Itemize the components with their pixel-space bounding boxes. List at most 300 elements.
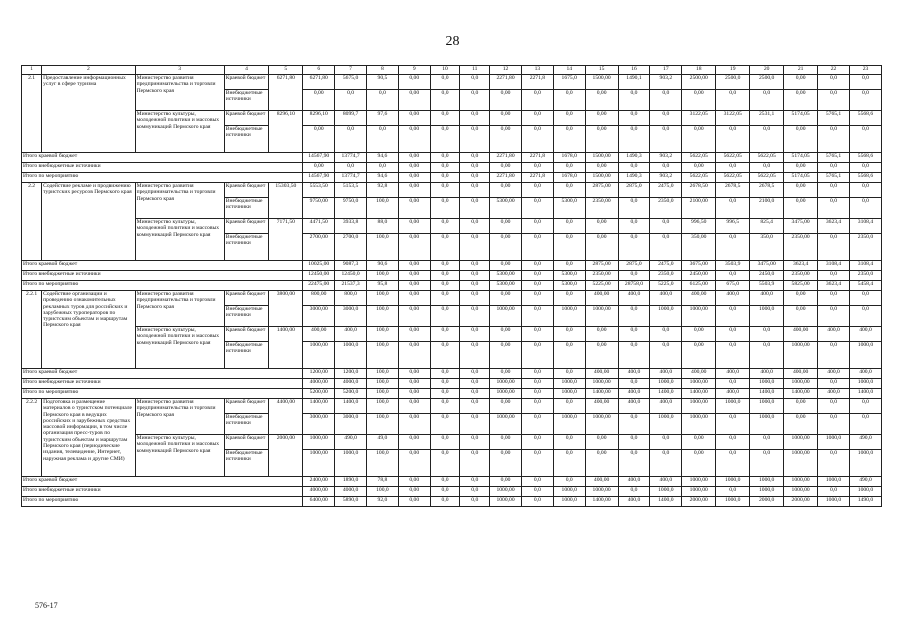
value-cell: 100,0 [367,198,399,219]
value-cell: 0,0 [460,291,490,306]
value-cell: 0,0 [818,291,850,306]
responsible-org: Министерство развития предпринимательства и торговли Пермского края [135,399,224,435]
value-cell: 1000,00 [490,306,522,327]
value-cell: 2678,5 [750,183,784,198]
value-cell: 2271,80 [490,75,522,90]
summary-value: 10025,00 [303,261,335,271]
summary-value: 100,0 [367,271,399,281]
summary-value: 0,0 [849,163,881,173]
value-cell: 0,0 [430,75,460,90]
summary-value: 5765,1 [818,153,850,163]
value-cell: 2700,00 [303,234,335,261]
value-cell: 0,0 [521,90,553,111]
value-cell: 0,00 [585,111,618,126]
summary-value: 1000,00 [682,379,716,389]
value-cell: 0,0 [521,450,553,477]
value-cell: 0,0 [618,327,650,342]
value-cell: 2500,00 [682,75,716,90]
summary-value: 5458,4 [849,281,881,291]
org-total: 7171,50 [269,219,303,261]
value-cell: 0,0 [430,234,460,261]
summary-value: 2450,0 [750,271,784,281]
value-cell: 9750,0 [335,198,367,219]
value-cell: 350,0 [750,234,784,261]
summary-row [22,379,882,389]
value-cell: 0,00 [490,435,522,450]
value-cell: 0,0 [618,111,650,126]
value-cell: 400,0 [618,399,650,414]
summary-value: 5890,0 [335,497,367,507]
value-cell: 0,0 [521,414,553,435]
summary-value: 5300,00 [490,281,522,291]
summary-value: 0,0 [460,281,490,291]
summary-value: 0,00 [398,369,430,379]
summary-value: 1500,00 [585,173,618,183]
summary-value: 0,0 [430,173,460,183]
value-cell: 2350,00 [585,198,618,219]
summary-value: 2271,8 [521,153,553,163]
value-cell: 0,00 [303,126,335,153]
summary-value: 1500,00 [585,153,618,163]
value-cell: 0,0 [849,126,881,153]
summary-value: 0,0 [335,163,367,173]
value-cell: 97,6 [367,111,399,126]
value-cell: 0,00 [585,435,618,450]
funding-source: Внебюджетные источники [224,198,269,219]
budget-table-wrapper [21,65,882,588]
value-cell: 0,0 [849,90,881,111]
value-cell: 1400,0 [335,399,367,414]
value-cell: 0,00 [682,327,716,342]
responsible-org: Министерство культуры, молодежной политики и массовых коммуникаций Пермского края [135,327,224,369]
value-cell: 0,0 [818,198,850,219]
summary-value: 0,00 [398,389,430,399]
value-cell: 3000,00 [303,306,335,327]
value-cell: 400,00 [682,291,716,306]
summary-value: 1000,0 [818,477,850,487]
value-cell: 0,0 [750,435,784,450]
value-cell: 0,00 [490,342,522,369]
value-cell: 8296,10 [303,111,335,126]
summary-value: 1000,00 [490,389,522,399]
value-cell: 0,0 [716,450,750,477]
summary-value: 1000,00 [490,487,522,497]
value-cell: 0,0 [553,126,585,153]
summary-value: 0,00 [784,163,818,173]
summary-row [22,163,882,173]
summary-value: 1400,0 [750,389,784,399]
summary-label: Итого по мероприятию [22,173,303,183]
value-cell: 0,0 [716,342,750,369]
summary-value: 1000,0 [553,487,585,497]
summary-value: 1400,00 [585,497,618,507]
value-cell: 0,00 [585,126,618,153]
value-cell: 0,00 [398,450,430,477]
summary-value: 0,0 [430,487,460,497]
value-cell: 0,0 [553,327,585,342]
value-cell: 2678,50 [682,183,716,198]
summary-value: 903,2 [650,173,682,183]
funding-source: Краевой бюджет [224,219,269,234]
summary-value: 21537,3 [335,281,367,291]
funding-source: Внебюджетные источники [224,90,269,111]
summary-value: 0,0 [521,497,553,507]
summary-value: 1200,00 [303,369,335,379]
value-cell: 0,00 [585,342,618,369]
funding-source: Краевой бюджет [224,291,269,306]
value-cell: 0,00 [398,111,430,126]
value-cell: 0,0 [818,306,850,327]
summary-value: 1000,00 [585,487,618,497]
summary-value: 2350,00 [784,271,818,281]
summary-value: 22475,00 [303,281,335,291]
value-cell: 0,00 [784,414,818,435]
funding-source: Внебюджетные источники [224,342,269,369]
responsible-org: Министерство культуры, молодежной политики и массовых коммуникаций Пермского края [135,219,224,261]
value-cell: 0,0 [460,75,490,90]
value-cell: 2350,0 [650,198,682,219]
value-cell: 0,00 [585,219,618,234]
value-cell: 0,0 [750,450,784,477]
value-cell: 0,0 [716,126,750,153]
value-cell: 1000,0 [818,435,850,450]
value-cell: 0,00 [682,435,716,450]
value-cell: 400,0 [750,291,784,306]
value-cell: 0,0 [716,435,750,450]
value-cell: 1000,00 [490,414,522,435]
column-header: 18 [682,66,716,75]
summary-value: 0,0 [460,153,490,163]
summary-value: 4000,00 [303,379,335,389]
value-cell: 0,0 [430,126,460,153]
summary-value: 14567,90 [303,173,335,183]
summary-value: 1400,00 [784,389,818,399]
summary-value: 5503,9 [750,281,784,291]
value-cell: 0,0 [716,234,750,261]
table-row [22,291,882,306]
summary-label: Итого внебюджетные источники [22,487,303,497]
table-row [22,183,882,198]
value-cell: 5568,6 [849,111,881,126]
value-cell: 0,00 [490,291,522,306]
summary-value: 5622,05 [750,153,784,163]
summary-value: 400,0 [818,389,850,399]
summary-label: Итого краевой бюджет [22,369,303,379]
value-cell: 5675,0 [335,75,367,90]
value-cell: 2500,0 [716,75,750,90]
summary-value: 5622,05 [682,153,716,163]
value-cell: 0,0 [460,126,490,153]
summary-value: 400,00 [682,369,716,379]
value-cell: 0,0 [521,234,553,261]
summary-value: 5225,0 [650,281,682,291]
value-cell: 0,0 [553,234,585,261]
summary-value: 0,00 [398,487,430,497]
summary-value: 1000,00 [585,379,618,389]
value-cell: 825,4 [750,219,784,234]
summary-value: 0,00 [398,477,430,487]
value-cell: 400,00 [585,399,618,414]
value-cell: 0,00 [585,327,618,342]
summary-value: 5568,6 [849,153,881,163]
summary-value: 400,0 [716,389,750,399]
value-cell: 0,0 [818,75,850,90]
funding-source: Внебюджетные источники [224,306,269,327]
summary-value: 0,0 [618,379,650,389]
value-cell: 0,0 [618,414,650,435]
table-row [22,219,882,234]
value-cell: 0,00 [585,234,618,261]
value-cell: 0,0 [553,450,585,477]
summary-value: 5765,1 [818,173,850,183]
value-cell: 0,00 [398,414,430,435]
summary-row [22,389,882,399]
value-cell: 0,00 [784,90,818,111]
value-cell: 0,0 [650,90,682,111]
summary-value: 1000,0 [750,379,784,389]
funding-source: Краевой бюджет [224,183,269,198]
value-cell: 1000,0 [750,306,784,327]
value-cell: 0,0 [818,414,850,435]
value-cell: 0,0 [521,399,553,414]
value-cell: 0,0 [650,435,682,450]
value-cell: 1000,00 [784,450,818,477]
summary-value: 0,0 [430,477,460,487]
summary-value: 400,0 [849,369,881,379]
value-cell: 0,0 [618,450,650,477]
value-cell: 3623,4 [818,219,850,234]
value-cell: 0,00 [398,75,430,90]
column-header: 10 [430,66,460,75]
summary-value: 1000,0 [849,487,881,497]
responsible-org: Министерство культуры, молодежной политики и массовых коммуникаций Пермского края [135,435,224,477]
value-cell: 2271,8 [521,75,553,90]
summary-value: 0,0 [430,261,460,271]
summary-label: Итого краевой бюджет [22,477,303,487]
column-header: 9 [398,66,430,75]
summary-value: 13774,7 [335,173,367,183]
summary-value: 1200,0 [335,369,367,379]
value-cell: 49,0 [367,435,399,450]
summary-label: Итого по мероприятию [22,497,303,507]
summary-value: 0,0 [553,163,585,173]
funding-source: Краевой бюджет [224,399,269,414]
value-cell: 0,00 [585,90,618,111]
summary-value: 100,0 [367,369,399,379]
summary-label: Итого внебюджетные источники [22,379,303,389]
summary-value: 675,0 [716,281,750,291]
value-cell: 0,0 [650,327,682,342]
summary-value: 0,00 [585,163,618,173]
value-cell: 0,0 [553,435,585,450]
value-cell: 0,0 [367,126,399,153]
value-cell: 2100,0 [750,198,784,219]
summary-value: 0,0 [460,173,490,183]
section-title: Предоставление информационных услуг в сфере туризма [42,75,135,153]
column-header: 5 [269,66,303,75]
value-cell: 350,00 [682,234,716,261]
value-cell: 0,00 [585,450,618,477]
summary-value: 3475,00 [750,261,784,271]
value-cell: 0,0 [430,435,460,450]
value-cell: 0,00 [303,90,335,111]
value-cell: 0,0 [553,111,585,126]
summary-value: 400,0 [618,389,650,399]
table-row [22,75,882,90]
summary-value: 0,00 [303,163,335,173]
value-cell: 9750,00 [303,198,335,219]
value-cell: 0,0 [521,291,553,306]
summary-value: 1490,3 [618,153,650,163]
summary-value: 12450,0 [335,271,367,281]
value-cell: 1000,0 [849,342,881,369]
summary-value: 5174,05 [784,173,818,183]
summary-value: 5622,05 [682,173,716,183]
column-header: 20 [750,66,784,75]
value-cell: 0,0 [521,183,553,198]
column-header: 11 [460,66,490,75]
value-cell: 0,00 [490,234,522,261]
value-cell: 0,0 [430,90,460,111]
responsible-org: Министерство развития предпринимательства и торговли Пермского края [135,291,224,327]
summary-value: 0,0 [716,271,750,281]
value-cell: 0,0 [553,219,585,234]
summary-value: 92,0 [367,497,399,507]
summary-value: 2350,0 [650,271,682,281]
org-total: 2000,00 [269,435,303,477]
org-total: 8296,10 [269,111,303,153]
value-cell: 1000,00 [585,414,618,435]
summary-value: 1000,00 [490,497,522,507]
org-total: 4400,00 [269,399,303,435]
summary-value: 0,0 [460,261,490,271]
column-header: 15 [585,66,618,75]
value-cell: 0,00 [490,90,522,111]
value-cell: 0,00 [490,327,522,342]
summary-row [22,153,882,163]
table-row [22,327,882,342]
table-row [22,111,882,126]
summary-label: Итого краевой бюджет [22,153,303,163]
value-cell: 0,00 [490,399,522,414]
summary-value: 0,0 [553,369,585,379]
summary-value: 0,0 [521,369,553,379]
summary-value: 94,6 [367,173,399,183]
value-cell: 100,0 [367,291,399,306]
value-cell: 0,0 [650,126,682,153]
value-cell: 0,00 [398,399,430,414]
value-cell: 0,0 [553,291,585,306]
value-cell: 2875,00 [585,183,618,198]
value-cell: 0,0 [750,342,784,369]
summary-value: 1000,00 [784,379,818,389]
summary-value: 0,0 [553,477,585,487]
column-header: 1 [22,66,42,75]
column-header: 22 [818,66,850,75]
value-cell: 0,0 [716,198,750,219]
header-row [22,66,882,75]
summary-value: 1000,0 [716,497,750,507]
value-cell: 100,0 [367,399,399,414]
column-header: 19 [716,66,750,75]
responsible-org: Министерство развития предпринимательства и торговли Пермского края [135,75,224,111]
summary-value: 2271,80 [490,173,522,183]
summary-value: 0,0 [553,261,585,271]
value-cell: 0,0 [618,126,650,153]
value-cell: 1000,0 [750,414,784,435]
summary-value: 6400,00 [303,497,335,507]
summary-value: 0,0 [430,281,460,291]
value-cell: 1675,0 [553,75,585,90]
summary-value: 1000,0 [849,379,881,389]
value-cell: 1000,00 [784,342,818,369]
summary-value: 1400,0 [849,389,881,399]
summary-value: 2000,00 [682,497,716,507]
summary-value: 3108,4 [849,261,881,271]
value-cell: 1000,0 [335,450,367,477]
value-cell: 0,0 [818,450,850,477]
value-cell: 0,0 [818,234,850,261]
value-cell: 0,0 [553,90,585,111]
summary-value: 4000,00 [303,487,335,497]
summary-value: 400,0 [618,369,650,379]
value-cell: 0,0 [460,111,490,126]
summary-value: 5300,0 [553,281,585,291]
column-header: 12 [490,66,522,75]
summary-value: 12450,00 [303,271,335,281]
summary-row [22,271,882,281]
value-cell: 2875,0 [618,183,650,198]
summary-value: 0,0 [521,261,553,271]
org-total: 15303,50 [269,183,303,219]
value-cell: 490,0 [849,435,881,450]
value-cell: 0,00 [398,183,430,198]
summary-value: 0,0 [430,389,460,399]
summary-value: 1000,0 [650,487,682,497]
value-cell: 1000,00 [682,414,716,435]
summary-value: 903,2 [650,153,682,163]
summary-value: 1000,00 [682,487,716,497]
summary-value: 0,00 [398,173,430,183]
value-cell: 1000,0 [335,342,367,369]
value-cell: 996,5 [716,219,750,234]
value-cell: 0,0 [521,327,553,342]
summary-value: 1000,0 [553,379,585,389]
value-cell: 5553,50 [303,183,335,198]
value-cell: 0,0 [460,414,490,435]
summary-value: 0,0 [818,271,850,281]
summary-value: 0,00 [398,261,430,271]
column-header: 23 [849,66,881,75]
summary-row [22,261,882,271]
section-title: Содействие рекламе и продвижению туристских ресурсов Пермского края [42,183,135,261]
summary-label: Итого по мероприятию [22,389,303,399]
value-cell: 490,0 [335,435,367,450]
column-header: 3 [135,66,224,75]
value-cell: 0,0 [430,342,460,369]
value-cell: 1000,00 [682,399,716,414]
column-header: 21 [784,66,818,75]
value-cell: 400,0 [650,399,682,414]
value-cell: 0,0 [750,327,784,342]
value-cell: 0,0 [460,327,490,342]
value-cell: 0,0 [618,234,650,261]
summary-value: 1000,00 [490,379,522,389]
value-cell: 1000,00 [682,306,716,327]
value-cell: 0,00 [398,126,430,153]
summary-value: 2400,00 [303,477,335,487]
responsible-org: Министерство развития предпринимательства и торговли Пермского края [135,183,224,219]
